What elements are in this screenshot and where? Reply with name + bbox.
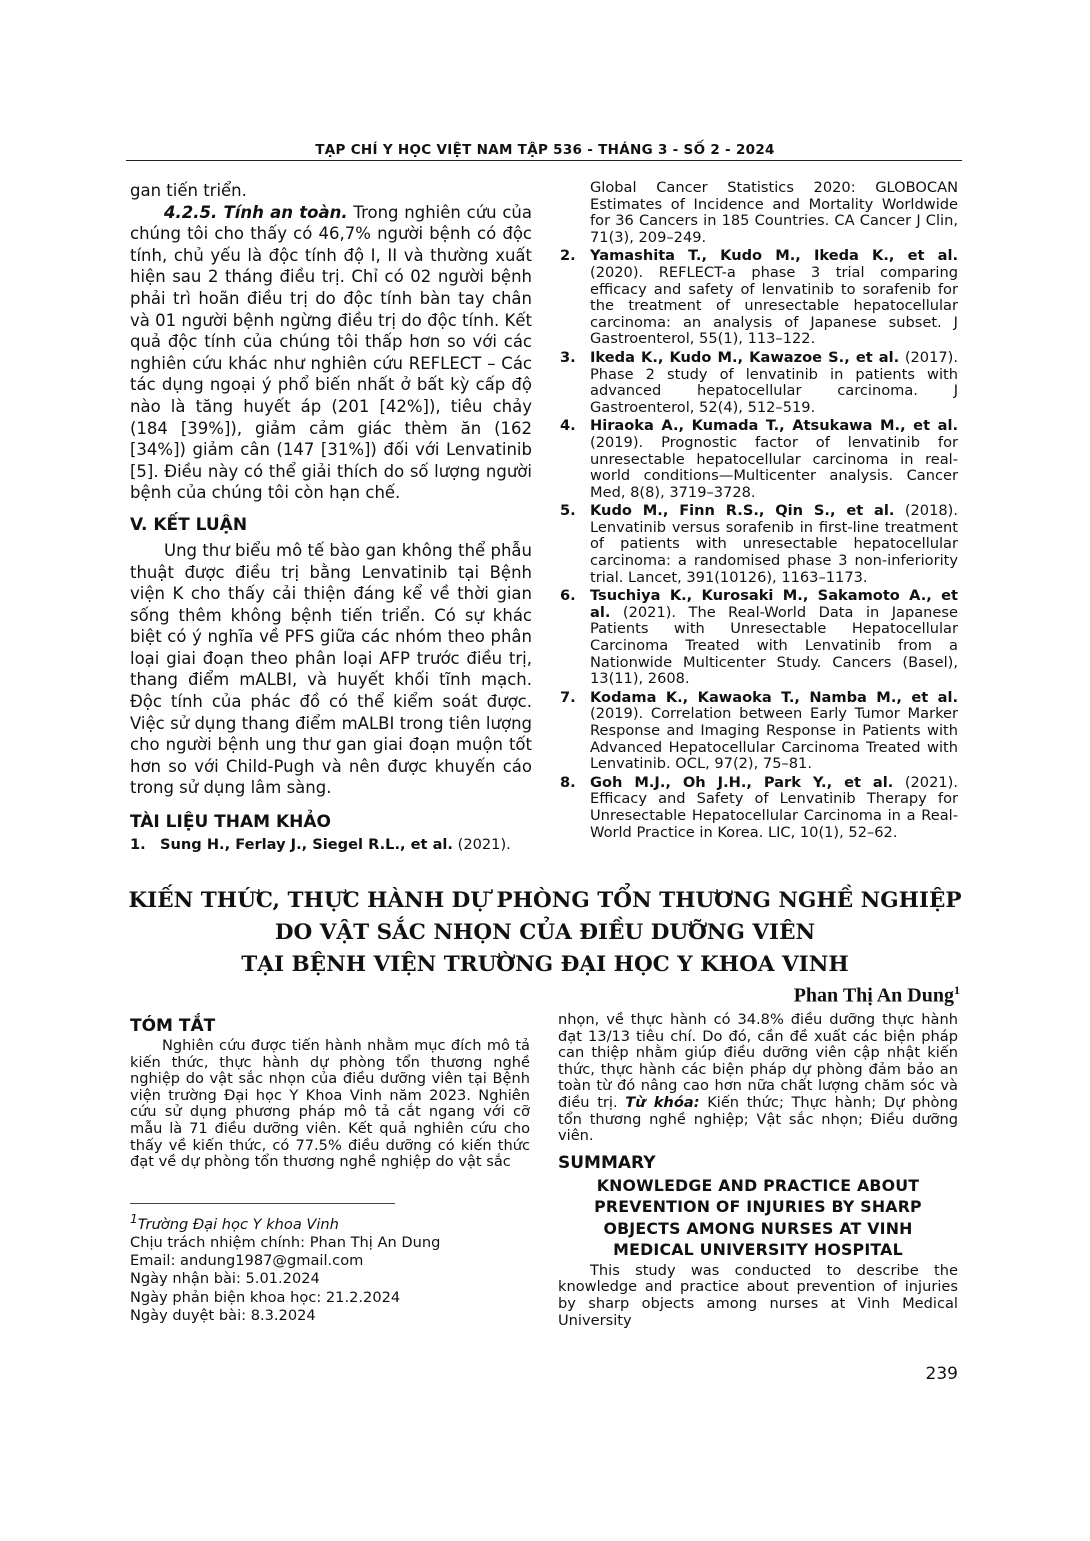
- footnote-sup: 1: [130, 1212, 138, 1226]
- reference-details: (2018). Lenvatinib versus sorafenib in first-line treatment of patients with unresectable hepatocellular carcinoma: a randomised phase 3 non-inferiority trial. Lancet, 391(10126), 1163–1173.: [590, 502, 958, 586]
- section-heading-conclusion: V. KẾT LUẬN: [130, 514, 248, 535]
- abstract-left: [130, 1016, 530, 1171]
- subsection-label: 4.2.5. Tính an toàn.: [164, 202, 348, 222]
- header-rule: [126, 160, 962, 161]
- footnote-email: Email: andung1987@gmail.com: [130, 1252, 364, 1270]
- reference-details: (2019). Prognostic factor of lenvatinib for unresectable hepatocellular carcinoma in real-world conditions—Multicenter analysis. Cancer Med, 8(8), 3719–3728.: [590, 433, 958, 501]
- author-name: Phan Thị An Dung: [793, 984, 954, 1007]
- article-title-line: DO VẬT SẮC NHỌN CỦA ĐIỀU DƯỠNG VIÊN: [274, 920, 816, 945]
- footnote-corresponding: Chịu trách nhiệm chính: Phan Thị An Dung: [130, 1234, 441, 1252]
- footnotes: [130, 1210, 530, 1325]
- article-author: [794, 983, 960, 1008]
- paragraph-continuation: gan tiến triển.: [130, 181, 247, 200]
- keywords-label: Từ khóa:: [625, 1093, 700, 1111]
- author-affiliation-mark: 1: [954, 983, 960, 997]
- journal-header: TẠP CHÍ Y HỌC VIỆT NAM TẬP 536 - THÁNG 3 - SỐ 2 - 2024: [315, 142, 775, 158]
- reference-number: 8.: [560, 773, 576, 791]
- summary-title: [558, 1175, 958, 1261]
- reference-item: [560, 690, 958, 773]
- reference-item: [560, 588, 958, 688]
- reference-number: 3.: [560, 348, 576, 366]
- article-title: [110, 885, 980, 981]
- reference-authors: Goh M.J., Oh J.H., Park Y., et al.: [590, 773, 894, 791]
- reference-authors: Ikeda K., Kudo M., Kawazoe S., et al.: [590, 348, 900, 366]
- summary-title-line: KNOWLEDGE AND PRACTICE ABOUT: [596, 1175, 920, 1195]
- reference-item: [130, 837, 532, 854]
- reference-details: (2020). REFLECT-a phase 3 trial comparing efficacy and safety of lenvatinib to sorafenib for the treatment of unresectable hepatocellular carcinoma: an analysis of Japanese subset. J Gastroenterol, 55(1), 113–122.: [590, 263, 958, 348]
- reference-details: (2021). The Real-World Data in Japanese Patients with Unresectable Hepatocellular Carcinoma Treated with Lenvatinib from a Nationwide Multicenter Study. Cancers (Basel), 13(11), 2608.: [590, 603, 958, 688]
- reference-authors: Yamashita T., Kudo M., Ikeda K., et al.: [590, 247, 958, 265]
- page-number: 239: [925, 1364, 958, 1384]
- abstract-text: Nghiên cứu được tiến hành nhằm mục đích mô tả kiến thức, thực hành dự phòng tổn thương nghề nghiệp do vật sắc nhọn của điều dưỡng viên tại Bệnh viện trường Đại học Y Khoa Vinh năm 2023. Nghiên cứu sử dụng phương pháp mô tả cắt ngang với cỡ mẫu là 71 điều dưỡng viên. Kết quả nghiên cứu cho thấy về kiến thức, có 77.5% điều dưỡng có kiến thức đạt về dự phòng tổn thương nghề nghiệp do vật sắc: [130, 1037, 530, 1171]
- reference-details: (2019). Correlation between Early Tumor Marker Response and Imaging Response in Patients with Advanced Hepatocellular Carcinoma Treated with Lenvatinib. OCL, 97(2), 75–81.: [590, 705, 958, 773]
- reference-number: 4.: [560, 417, 576, 435]
- reference-number: 7.: [560, 688, 576, 706]
- reference-item: [560, 248, 958, 348]
- affiliation-text: Trường Đại học Y khoa Vinh: [137, 1215, 339, 1233]
- abstract-heading: TÓM TẮT: [130, 1016, 216, 1036]
- article-title-line: TẠI BỆNH VIỆN TRƯỜNG ĐẠI HỌC Y KHOA VINH: [241, 952, 849, 977]
- footnote-received: Ngày nhận bài: 5.01.2024: [130, 1270, 320, 1288]
- reference-item: [560, 418, 958, 501]
- reference-continuation: Global Cancer Statistics 2020: GLOBOCAN Estimates of Incidence and Mortality Worldwide for 36 Cancers in 185 Countries. CA Cancer J Clin, 71(3), 209–249.: [590, 179, 958, 246]
- reference-item: [560, 350, 958, 416]
- abstract-text-cont: nhọn, về thực hành có 34.8% điều dưỡng thực hành đạt 13/13 tiêu chí. Do đó, cần đề xuất các biện pháp can thiệp nhằm giúp điều dưỡng viên cập nhật kiến thức, thực hành các biện pháp dự phòng đảm bảo an toàn từ đó nâng cao hơn nữa chất lượng chăm sóc và điều trị.: [558, 1011, 958, 1111]
- summary-title-line: PREVENTION OF INJURIES BY SHARP: [594, 1197, 922, 1217]
- reference-authors: Kudo M., Finn R.S., Qin S., et al.: [590, 502, 895, 520]
- paragraph-safety: [130, 202, 532, 504]
- summary-title-line: OBJECTS AMONG NURSES AT VINH: [603, 1218, 913, 1238]
- reference-number: 6.: [560, 587, 576, 605]
- reference-year: (2021).: [452, 836, 511, 854]
- right-column: [560, 180, 958, 843]
- summary-heading: SUMMARY: [558, 1152, 656, 1173]
- reference-authors: Sung H., Ferlay J., Siegel R.L., et al.: [160, 836, 453, 854]
- reference-list: [560, 248, 958, 841]
- summary-text: This study was conducted to describe the knowledge and practice about prevention of injuries by sharp objects among nurses at Vinh Medical University: [558, 1261, 958, 1329]
- references-heading: TÀI LIỆU THAM KHẢO: [130, 812, 331, 833]
- reference-authors: Kodama K., Kawaoka T., Namba M., et al.: [590, 688, 958, 706]
- article-title-line: KIẾN THỨC, THỰC HÀNH DỰ PHÒNG TỔN THƯƠNG NGHỀ NGHIỆP: [128, 888, 962, 913]
- keywords-text: Kiến thức; Thực hành; Dự phòng tổn thương nghề nghiệp; Vật sắc nhọn; Điều dưỡng viên.: [558, 1093, 958, 1145]
- paragraph-safety-text: Trong nghiên cứu của chúng tôi cho thấy có 46,7% người bệnh có độc tính, chủ yếu là độc tính độ I, II và thường xuất hiện sau 2 tháng điều trị. Chỉ có 02 người bệnh phải trì hoãn điều trị do độc tính bàn tay chân và 01 người bệnh ngừng điều trị do độc tính. Kết quả độc tính của chúng tôi thấp hơn so với các nghiên cứu khác như nghiên cứu REFLECT – Các tác dụng ngoại ý phổ biến nhất ở bất kỳ cấp độ nào là tăng huyết áp (201 [42%]), tiêu chảy (184 [39%]), giảm cảm giác thèm ăn (162 [34%]) giảm cân (147 [31%]) đối với Lenvatinib [5]. Điều này có thể giải thích do số lượng người bệnh của chúng tôi còn hạn chế.: [130, 202, 532, 503]
- reference-number: 1.: [130, 836, 146, 854]
- reference-details: (2017). Phase 2 study of lenvatinib in patients with advanced hepatocellular carcinoma. J Gastroenterol, 52(4), 512–519.: [590, 348, 958, 416]
- reference-number: 2.: [560, 247, 576, 265]
- abstract-right: [558, 1012, 958, 1329]
- footnote-affiliation: [130, 1210, 530, 1234]
- footnote-rule: [130, 1203, 395, 1204]
- reference-authors: Tsuchiya K., Kurosaki M., Sakamoto A., et al.: [590, 587, 958, 621]
- footnote-accepted: Ngày duyệt bài: 8.3.2024: [130, 1306, 316, 1324]
- footnote-reviewed: Ngày phản biện khoa học: 21.2.2024: [130, 1288, 401, 1306]
- paragraph-conclusion: Ung thư biểu mô tế bào gan không thể phẫu thuật được điều trị bằng Lenvatinib tại Bệnh viện K cho thấy cải thiện đáng kể về thời gian sống thêm không bệnh tiến triển. Có sự khác biệt có ý nghĩa về PFS giữa các nhóm theo phân loại giai đoạn theo phân loại AFP trước điều trị, thang điểm mALBI, và huyết khối tĩnh mạch. Độc tính của phác đồ có thể kiểm soát được. Việc sử dụng thang điểm mALBI trong tiên lượng cho người bệnh ung thư gan giai đoạn muộn tốt hơn so với Child-Pugh và nên được khuyến cáo trong sử dụng lâm sàng.: [130, 540, 532, 798]
- summary-title-line: MEDICAL UNIVERSITY HOSPITAL: [613, 1240, 903, 1260]
- reference-item: [560, 503, 958, 586]
- reference-authors: Hiraoka A., Kumada T., Atsukawa M., et al.: [590, 417, 958, 435]
- left-column: [130, 180, 532, 856]
- reference-item: [560, 775, 958, 841]
- reference-number: 5.: [560, 502, 576, 520]
- abstract-text-continued: [558, 1012, 958, 1145]
- reference-details: (2021). Efficacy and Safety of Lenvatinib Therapy for Unresectable Hepatocellular Carcinoma in a Real-World Practice in Korea. LIC, 10(1), 52–62.: [590, 773, 958, 841]
